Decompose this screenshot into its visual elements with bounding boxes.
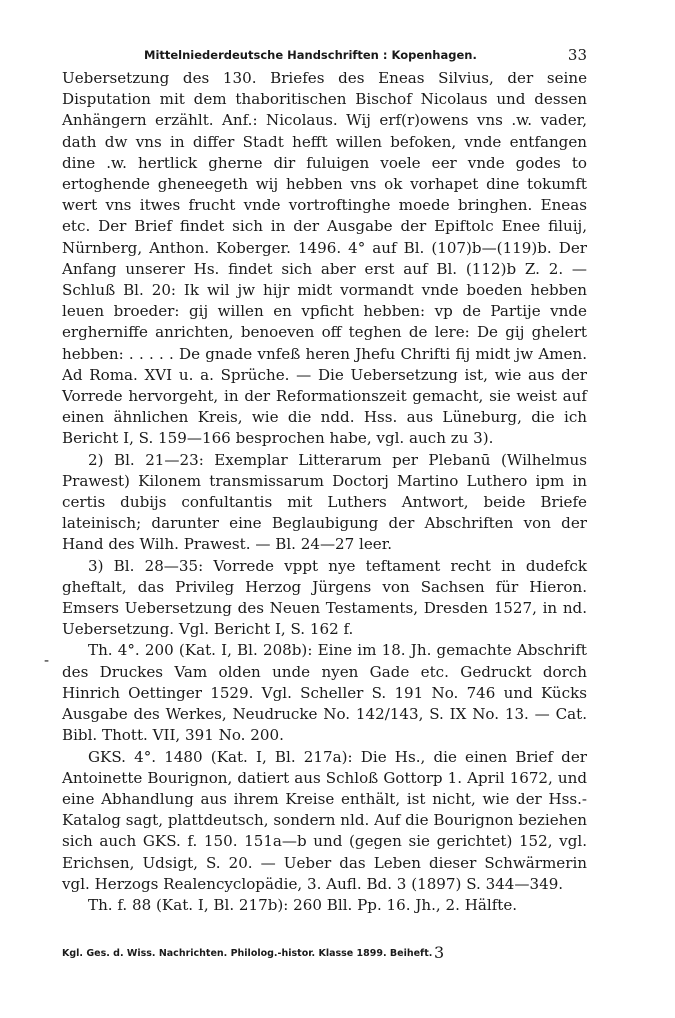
margin-marker: - <box>44 651 50 669</box>
paragraph-6: Th. f. 88 (Kat. I, Bl. 217b): 260 Bll. Pp. 16. Jh., 2. Hälfte. <box>88 895 518 914</box>
signature-mark: 3 <box>434 943 445 962</box>
paragraph-4: Th. 4°. 200 (Kat. I, Bl. 208b): Eine im 18. Jh. gemachte Abschrift des Druckes Vam olden unde nyen Gade etc. Gedruckt dorch Hinrich Oettinger 1529. Vgl. Scheller S. 191 No. 746 und Kücks Ausgabe des Werkes, Neudrucke No. 142/143, S. IX No. 13. — Cat. Bibl. Thott. VII, 391 No. 200. <box>62 641 587 745</box>
running-head <box>62 46 587 68</box>
body-text <box>62 68 587 916</box>
running-head-title: Mittelniederdeutsche Handschriften : Kopenhagen. <box>144 48 477 62</box>
paragraph-5: GKS. 4°. 1480 (Kat. I, Bl. 217a): Die Hs., die einen Brief der Antoinette Bourignon, datiert aus Schloß Gottorp 1. April 1672, und eine Abhandlung aus ihrem Kreise enthält, ist nicht, wie der Hss.-Katalog sagt, plattdeutsch, sondern nld. Auf die Bourignon beziehen sich auch GKS. f. 150. 151a—b und (gegen sie gerichtet) 152, vgl. Erichsen, Udsigt, S. 20. — Ueber das Leben dieser Schwärmerin vgl. Herzogs Realencyclopädie, 3. Aufl. Bd. 3 (1897) S. 344—349. <box>62 747 587 893</box>
paragraph-3: 3) Bl. 28—35: Vorrede vppt nye teftament recht in dudefck gheftalt, das Privileg Herzog Jürgens von Sachsen für Hieron. Emsers Uebersetzung des Neuen Testaments, Dresden 1527, in nd. Uebersetzung. Vgl. Bericht I, S. 162 f. <box>62 556 587 639</box>
paragraph-1: Uebersetzung des 130. Briefes des Eneas Silvius, der seine Disputation mit dem thaboritischen Bischof Nicolaus und dessen Anhängern erzählt. Anf.: Nicolaus. Wij erf(r)owens vns .w. vader, dath dw vns in differ Stadt hefft willen befoken, vnde entfangen dine .w. hertlick gherne dir fuluigen voele eer vnde godes to ertoghende gheneegeth wij hebben vns ok vorhapet dine tokumft wert vns itwes frucht vnde vortroftinghe moede bringhen. Eneas etc. Der Brief findet sich in der Ausgabe der Epiftolc Enee filuij, Nürnberg, Anthon. Koberger. 1496. 4° auf Bl. (107)b—(119)b. Der Anfang unserer Hs. findet sich aber erst auf Bl. (112)b Z. 2. — Schluß Bl. 20: Ik wil jw hijr midt vormandt vnde boeden hebben leuen broeder: gij willen en vpficht hebben: vp de Partije vnde ergherniffe anrichten, benoeven off teghen de lere: De gij ghelert hebben: . . . . . De gnade vnfeß heren Jhefu Chrifti fij midt jw Amen. Ad Roma. XVI u. a. Sprüche. — Die Uebersetzung ist, wie aus der Vorrede hervorgeht, in der Reformationszeit gemacht, sie weist auf einen ähnlichen Kreis, wie die ndd. Hss. aus Lüneburg, die ich Bericht I, S. 159—166 besprochen habe, vgl. auch zu 3). <box>62 69 587 448</box>
footer-text: Kgl. Ges. d. Wiss. Nachrichten. Philolog.-histor. Klasse 1899. Beiheft. <box>62 948 433 959</box>
page-number: 33 <box>567 46 587 64</box>
paragraph-2: 2) Bl. 21—23: Exemplar Litterarum per Plebanū (Wilhelmus Prawest) Kilonem transmissarum Doctorj Martino Luthero ipm in certis dubijs confultantis mit Luthers Antwort, beide Briefe lateinisch; darunter eine Beglaubigung der Abschriften von der Hand des Wilh. Prawest. — Bl. 24—27 leer. <box>62 450 587 554</box>
page-footer <box>62 943 587 962</box>
